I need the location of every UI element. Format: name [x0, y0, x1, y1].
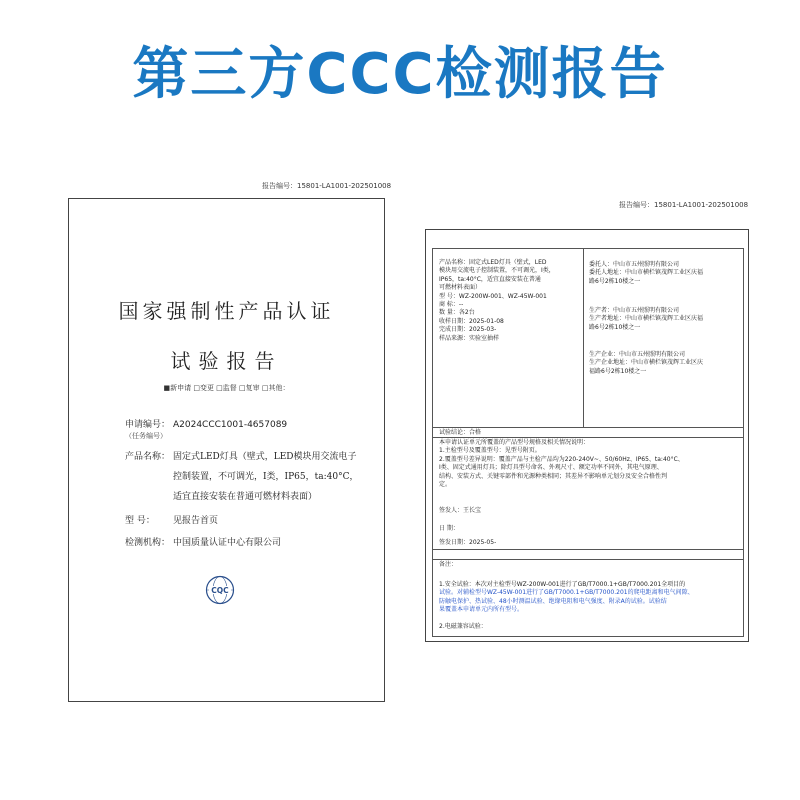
model-info: 型 号：WZ-200W-001、WZ-45W-001: [439, 292, 547, 300]
application-type-checkboxes: ■新申请 □变更 □监督 □复审 □其他：: [163, 384, 290, 392]
remark-line: 1.安全试验：本次对主检型号WZ-200W-001进行了GB/T7000.1+GB/T7000.201全项目的: [439, 581, 686, 588]
remark-line: 防触电保护、热试验、48小时测温试验、绝缘电阻和电气强度、附录A的试验。试验结: [439, 597, 667, 605]
product-info-line: 产品名称：固定式LED灯具（壁式，LED: [439, 259, 547, 266]
model-row: [125, 513, 218, 526]
trademark-info: 商 标：--: [439, 301, 464, 309]
manufacturer-info: [589, 307, 703, 332]
remark-line: 试验。对辅检型号WZ-45W-001进行了GB/T7000.1+GB/T7000.201的爬电距离和电气间隙、: [439, 589, 694, 597]
completed-date: 完成日期：2025-03-: [439, 326, 497, 334]
client-line: 委托人：中山市五州照明有限公司: [589, 261, 680, 268]
product-name-row: [125, 449, 357, 462]
lab-label: 检测机构：: [125, 538, 171, 548]
left-report-number: 报告编号：15801-LA1001-202501008: [262, 182, 392, 190]
manufacturer-line: 生产者地址：中山市横栏镇茂辉工业区庆福: [589, 315, 704, 323]
remark-emc-test: 2.电磁兼容试验：: [439, 623, 487, 630]
coverage-line: 本申请认证单元所覆盖的产品型号规格及相关情况说明：: [439, 439, 590, 446]
product-info-line: 模块用交流电子控制装置，不可调光，I类，: [439, 267, 555, 275]
product-info: [439, 259, 555, 343]
cover-page: [68, 198, 385, 702]
client-info: [589, 261, 703, 286]
manufacturer-line: 路6号2栋10楼之一: [589, 323, 641, 331]
sign-date-label: 日 期：: [439, 525, 459, 532]
quantity-info: 数 量：各2台: [439, 309, 475, 317]
remark-line: 果覆盖本申请单元内所有型号。: [439, 606, 524, 614]
coverage-line: 1.主检型号及覆盖型号：见型号附页。: [439, 447, 541, 455]
coverage-line: 结构、安装方式、关键零部件和光源种类相同；其差异不影响单元划分及安全合格性判: [439, 472, 668, 480]
product-info-line: 可燃材料表面）: [439, 284, 482, 292]
product-name-line2: 控制装置，不可调光，I类，IP65，ta:40°C，: [173, 472, 359, 482]
cover-title: 国家强制性产品认证: [118, 299, 335, 323]
product-name-label: 产品名称：: [125, 452, 171, 462]
application-number-label: 申请编号：: [125, 420, 171, 430]
application-number-row: [125, 417, 287, 430]
sample-source: 样品来源：实验室抽样: [439, 334, 500, 342]
client-line: 路6号2栋10楼之一: [589, 277, 641, 285]
factory-line: 生产企业：中山市五州照明有限公司: [589, 351, 686, 358]
factory-info: [589, 351, 703, 376]
task-number-label: （任务编号）: [125, 432, 167, 440]
remark-safety-test: [439, 581, 694, 615]
signer: 签发人：王长宝: [439, 507, 482, 514]
lab-row: [125, 535, 281, 548]
coverage-line: 2.覆盖型号差异说明：覆盖产品与主检产品均为220-240V~、50/60Hz、IP65、ta:40°C、: [439, 455, 684, 463]
report-first-page: [425, 229, 749, 642]
lab-value: 中国质量认证中心有限公司: [173, 538, 282, 548]
cqc-logo-text: CQC: [211, 586, 229, 595]
report-table: [432, 248, 744, 637]
coverage-line: 定。: [439, 481, 452, 489]
cover-subtitle: 试验报告: [170, 349, 283, 373]
application-number-value: A2024CCC1001-4657089: [173, 420, 288, 430]
received-date: 收样日期：2025-01-08: [439, 317, 504, 325]
factory-line: 福路6号2栋10楼之一: [589, 367, 647, 375]
factory-line: 生产企业地址：中山市横栏镇茂辉工业区庆: [589, 359, 704, 367]
model-label: 型 号：: [125, 516, 155, 526]
client-line: 委托人地址：中山市横栏镇茂辉工业区庆福: [589, 269, 704, 277]
issue-date: 签发日期：2025-05-: [439, 539, 497, 546]
remarks-label: 备注：: [439, 561, 458, 568]
product-name-line3: 适宜直接安装在普通可燃材料表面）: [173, 492, 318, 502]
headline: 第三方CCC检测报告: [132, 42, 668, 107]
coverage-description: [439, 439, 684, 489]
coverage-line: I类、固定式通用灯具；除灯具型号命名、外观尺寸、额定功率不同外，其电气原理、: [439, 464, 663, 472]
model-value: 见报告首页: [173, 516, 219, 526]
manufacturer-line: 生产者：中山市五州照明有限公司: [589, 307, 680, 314]
test-conclusion: 试验结论：合格: [439, 429, 482, 436]
product-name-line1: 固定式LED灯具（壁式，LED模块用交流电子: [173, 452, 357, 462]
cqc-logo-icon: [205, 575, 235, 605]
right-report-number: 报告编号：15801-LA1001-202501008: [619, 201, 749, 209]
product-info-line: IP65，ta:40°C，适宜直接安装在普通: [439, 275, 541, 283]
